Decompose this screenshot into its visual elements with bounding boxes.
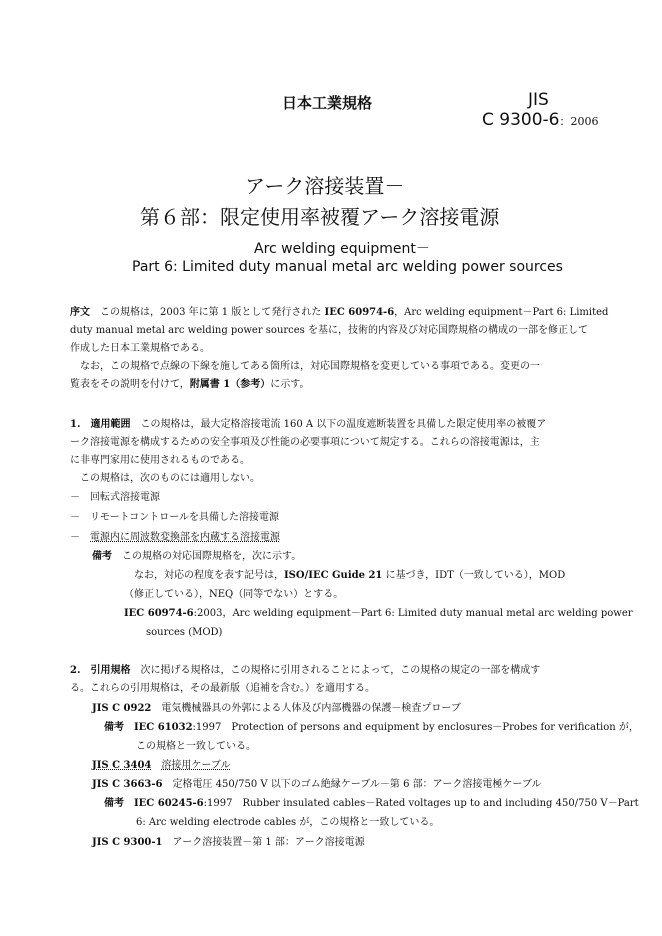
dash: － <box>70 492 80 503</box>
list-item: － 電源内に周波数変換部を内蔵する溶接電源 <box>70 532 280 543</box>
section1-line1: 1. 適用範囲 この規格は，最大定格溶接電流 160 A 以下の温度遮断装置を具備した限定使用率の被覆ア <box>70 419 547 430</box>
title-jp-line1: アーク溶接装置－ <box>245 174 405 198</box>
section1-line3: に非専門家用に使用されるものである。 <box>70 455 250 466</box>
note-line2: （修正している），NEQ（同等でない）とする。 <box>124 589 344 600</box>
section2-heading: 引用規格 <box>90 665 131 676</box>
section2-line1: 2. 引用規格 次に掲げる規格は，この規格に引用されることによって，この規格の規定の一部を構成す <box>70 665 541 676</box>
ref-item: JIS C 0922 電気機械器具の外郭による人体及び内部機器の保護－検査プローブ <box>92 703 461 714</box>
dash: － <box>70 532 80 543</box>
remark-label: 備考 <box>104 798 124 809</box>
jis-code <box>482 110 599 130</box>
note-line1: なお，対応の程度を表す記号は，ISO/IEC Guide 21 に基づき，IDT（一致している），MOD <box>134 570 566 581</box>
preface-line3: 作成した日本工業規格である。 <box>70 343 210 354</box>
ref-code: JIS C 9300-1 <box>92 837 163 848</box>
remark: 備考 この規格の対応国際規格を，次に示す。 <box>92 551 302 562</box>
ref-line1: IEC 60974-6:2003，Arc welding equipment－Part 6: Limited duty manual metal arc welding power <box>124 608 633 619</box>
jis-label: JIS <box>528 90 549 110</box>
preface-line5: 覧表をその説明を付けて，附属書 1（参考）に示す。 <box>70 379 310 390</box>
list-item: － リモートコントロールを具備した溶接電源 <box>70 512 279 523</box>
standard-name: 日本工業規格 <box>282 94 373 112</box>
ref-code: IEC 60245-6 <box>134 798 204 809</box>
remark-label: 備考 <box>92 551 112 562</box>
ref-item: JIS C 3404 溶接用ケーブル <box>92 760 231 771</box>
title-en-line1: Arc welding equipment－ <box>254 241 430 257</box>
ref-code: JIS C 3663-6 <box>92 779 163 790</box>
annex-ref: 附属書 1（参考） <box>189 379 271 390</box>
ref-remark: 備考 IEC 60245-6:1997 Rubber insulated cables－Rated voltages up to and including 450/750 V－Part <box>104 798 639 809</box>
remark-label: 備考 <box>104 722 124 733</box>
section2-line2: る。これらの引用規格は，その最新版（追補を含む。）を適用する。 <box>70 683 375 694</box>
ref-remark: 備考 IEC 61032:1997 Protection of persons and equipment by enclosures－Probes for verification が， <box>104 722 639 733</box>
ref-remark-line2: 6: Arc welding electrode cables が，この規格と一致している。 <box>136 817 440 828</box>
section2-number: 2. <box>70 665 81 676</box>
ref-line2: sources (MOD) <box>146 627 223 638</box>
section1-line4: この規格は，次のものには適用しない。 <box>80 473 260 484</box>
code-year: ：2006 <box>559 115 599 128</box>
ref-code: IEC 61032 <box>134 722 193 733</box>
guide-ref: ISO/IEC Guide 21 <box>284 570 383 581</box>
section1-number: 1. <box>70 419 81 430</box>
preface-line1: 序文 この規格は，2003 年に第 1 版として発行された IEC 60974-6，Arc welding equipment－Part 6: Limited <box>70 307 609 318</box>
section1-heading: 適用範囲 <box>90 419 131 430</box>
code-number: C 9300-6 <box>482 110 560 130</box>
preface-ref: IEC 60974-6 <box>324 307 395 318</box>
title-jp-line2: 第６部：限定使用率被覆アーク溶接電源 <box>140 205 500 229</box>
preface-line2: duty manual metal arc welding power sources を基に，技術的内容及び対応国際規格の構成の一部を修正して <box>70 325 588 336</box>
ref-code: JIS C 0922 <box>92 703 152 714</box>
ref-item: JIS C 3663-6 定格電圧 450/750 V 以下のゴム絶縁ケーブル－第 6 部：アーク溶接電極ケーブル <box>92 779 542 790</box>
preface-heading: 序文 <box>70 307 90 318</box>
iec-ref: IEC 60974-6 <box>124 608 194 619</box>
ref-code: JIS C 3404 <box>92 760 152 771</box>
preface-line4: なお，この規格で点線の下線を施してある箇所は，対応国際規格を変更している事項である。変更の一 <box>80 361 540 372</box>
section1-line2: ーク溶接電源を構成するための安全事項及び性能の必要事項について規定する。これらの溶接電源は，主 <box>70 437 540 448</box>
title-en-line2: Part 6: Limited duty manual metal arc welding power sources <box>132 259 563 275</box>
list-item: － 回転式溶接電源 <box>70 492 160 503</box>
ref-remark-line2: この規格と一致している。 <box>136 741 256 752</box>
dash: － <box>70 512 80 523</box>
ref-item: JIS C 9300-1 アーク溶接装置－第 1 部：アーク溶接電源 <box>92 837 365 848</box>
